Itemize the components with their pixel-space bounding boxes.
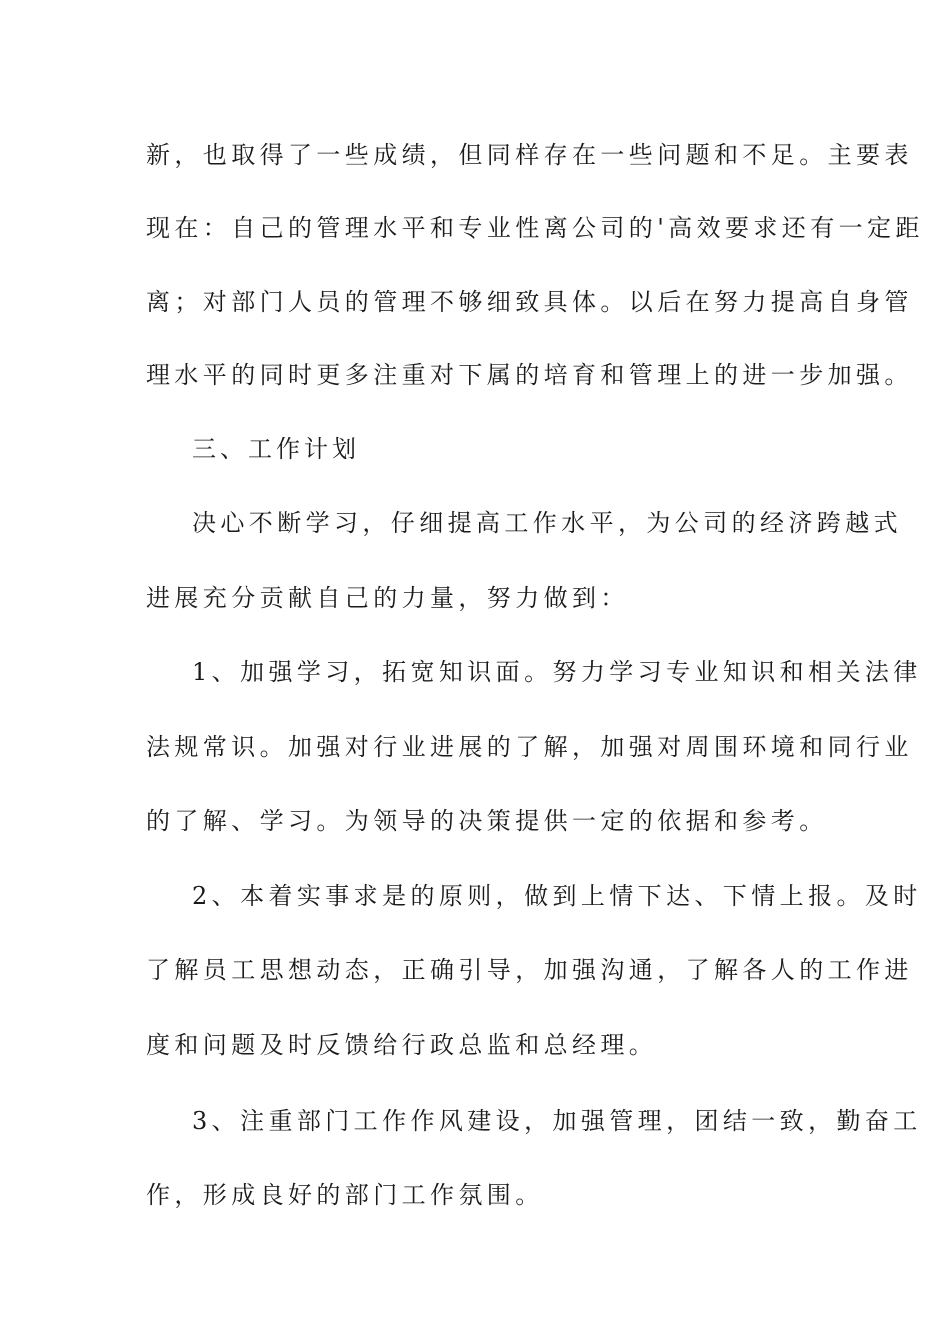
- text-line: 理水平的同时更多注重对下属的培育和管理上的进一步加强。: [146, 361, 913, 389]
- paragraph-first-line: 决心不断学习，仔细提高工作水平，为公司的经济跨越式: [192, 509, 902, 537]
- text-line: 法规常识。加强对行业进展的了解，加强对周围环境和同行业: [146, 733, 913, 761]
- text-line: 作，形成良好的部门工作氛围。: [146, 1181, 544, 1209]
- section-heading: 三、工作计划: [192, 435, 360, 463]
- text-line: 现在：自己的管理水平和专业性离公司的'高效要求还有一定距: [146, 214, 924, 242]
- list-item-1-first-line: 1、加强学习，拓宽知识面。努力学习专业知识和相关法律: [192, 658, 922, 686]
- text-line: 的了解、学习。为领导的决策提供一定的依据和参考。: [146, 807, 828, 835]
- text-line: 度和问题及时反馈给行政总监和总经理。: [146, 1031, 658, 1059]
- list-item-2-first-line: 2、本着实事求是的原则，做到上情下达、下情上报。及时: [192, 882, 922, 910]
- text-line: 离；对部门人员的管理不够细致具体。以后在努力提高自身管: [146, 288, 913, 316]
- text-line: 了解员工思想动态，正确引导，加强沟通，了解各人的工作进: [146, 956, 913, 984]
- text-line: 新，也取得了一些成绩，但同样存在一些问题和不足。主要表: [146, 141, 913, 169]
- list-item-3-first-line: 3、注重部门工作作风建设，加强管理，团结一致，勤奋工: [192, 1107, 922, 1135]
- text-line: 进展充分贡献自己的力量，努力做到：: [146, 584, 629, 612]
